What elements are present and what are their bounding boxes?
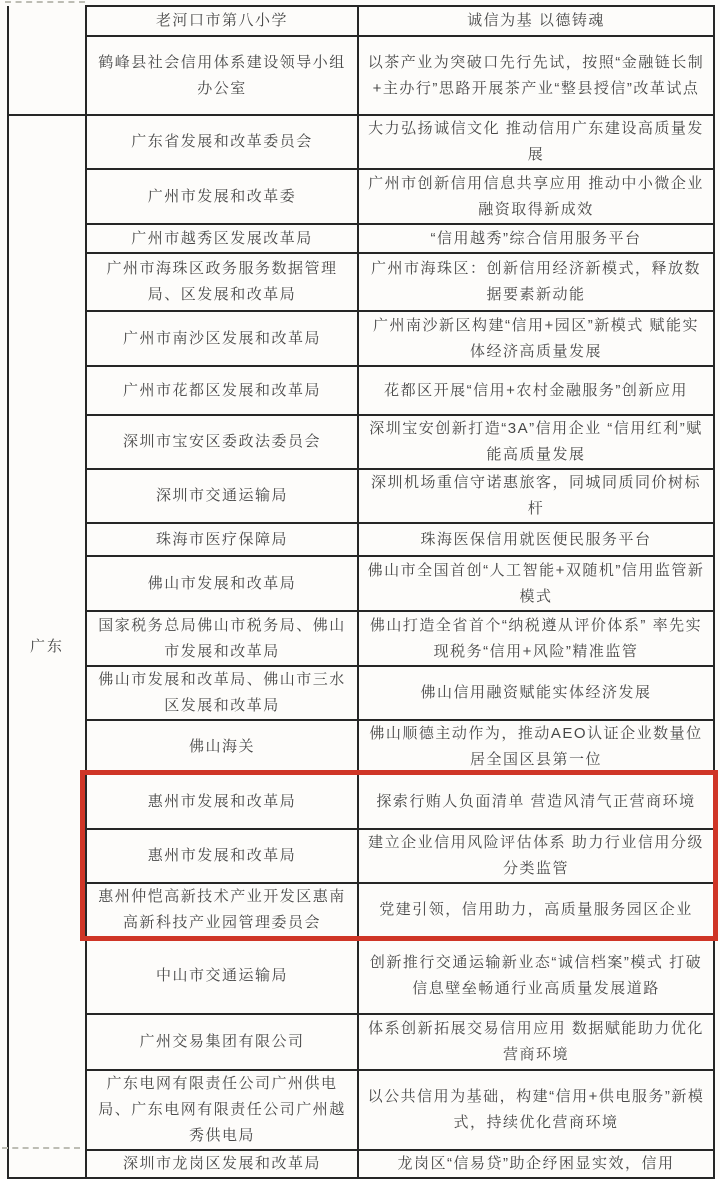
organization-cell: 广州市越秀区发展改革局	[86, 224, 358, 253]
achievement-cell: 探索行贿人负面清单 营造风清气正营商环境	[358, 774, 714, 829]
organization-cell: 广州市花都区发展和改革局	[86, 366, 358, 415]
achievement-cell: 龙岗区“信易贷”助企纾困显实效，信用	[358, 1150, 714, 1178]
table-row	[8, 366, 714, 415]
table-body	[8, 6, 714, 1178]
table-row	[8, 937, 714, 1014]
achievement-cell: 深圳机场重信守诺惠旅客，同城同质同价树标杆	[358, 469, 714, 523]
organization-cell: 惠州市发展和改革局	[86, 829, 358, 883]
organization-cell: 鹤峰县社会信用体系建设领导小组办公室	[86, 36, 358, 115]
table-row	[8, 311, 714, 366]
achievement-cell: 以茶产业为突破口先行先试，按照“金融链长制+主办行”思路开展茶产业“整县授信”改革试点	[358, 36, 714, 115]
organization-cell: 佛山海关	[86, 720, 358, 774]
scan-artifact-bottom-dashes	[2, 1147, 80, 1149]
achievement-cell: 大力弘扬诚信文化 推动信用广东建设高质量发展	[358, 115, 714, 169]
organization-cell: 老河口市第八小学	[86, 6, 358, 36]
table-row	[8, 1070, 714, 1150]
organization-cell: 深圳市宝安区委政法委员会	[86, 415, 358, 469]
achievement-cell: 诚信为基 以德铸魂	[358, 6, 714, 36]
table-row	[8, 774, 714, 829]
achievement-cell: 建立企业信用风险评估体系 助力行业信用分级分类监管	[358, 829, 714, 883]
achievement-cell: 佛山顺德主动作为，推动AEO认证企业数量位居全国区县第一位	[358, 720, 714, 774]
table-row	[8, 883, 714, 937]
achievement-cell: 佛山信用融资赋能实体经济发展	[358, 666, 714, 720]
organization-cell: 广东省发展和改革委员会	[86, 115, 358, 169]
organization-cell: 深圳市交通运输局	[86, 469, 358, 523]
table-row	[8, 611, 714, 666]
organization-cell: 佛山市发展和改革局、佛山市三水区发展和改革局	[86, 666, 358, 720]
table-row	[8, 224, 714, 253]
organization-cell: 广州交易集团有限公司	[86, 1014, 358, 1070]
table-row	[8, 115, 714, 169]
achievement-cell: “信用越秀”综合信用服务平台	[358, 224, 714, 253]
scan-artifact-top-dashes	[5, 1, 85, 3]
organization-cell: 广州市发展和改革委	[86, 169, 358, 224]
achievement-cell: 珠海医保信用就医便民服务平台	[358, 523, 714, 556]
table-row	[8, 556, 714, 611]
achievement-cell: 广州市创新信用信息共享应用 推动中小微企业融资取得新成效	[358, 169, 714, 224]
organization-cell: 中山市交通运输局	[86, 937, 358, 1014]
achievement-cell: 佛山打造全省首个“纳税遵从评价体系” 率先实现税务“信用+风险”精准监管	[358, 611, 714, 666]
organization-cell: 广州市南沙区发展和改革局	[86, 311, 358, 366]
region-cell	[8, 6, 86, 115]
table-row	[8, 469, 714, 523]
table-row	[8, 829, 714, 883]
achievement-cell: 创新推行交通运输新业态“诚信档案”模式 打破信息壁垒畅通行业高质量发展道路	[358, 937, 714, 1014]
achievement-cell: 以公共信用为基础，构建“信用+供电服务”新模式，持续优化营商环境	[358, 1070, 714, 1150]
region-cell: 广东	[8, 115, 86, 1178]
table-row	[8, 666, 714, 720]
organization-cell: 佛山市发展和改革局	[86, 556, 358, 611]
table-row	[8, 415, 714, 469]
achievement-cell: 花都区开展“信用+农村金融服务”创新应用	[358, 366, 714, 415]
achievement-cell: 广州市海珠区：创新信用经济新模式，释放数据要素新动能	[358, 253, 714, 311]
organization-cell: 广州市海珠区政务服务数据管理局、区发展和改革局	[86, 253, 358, 311]
organization-cell: 深圳市龙岗区发展和改革局	[86, 1150, 358, 1178]
organization-cell: 惠州仲恺高新技术产业开发区惠南高新科技产业园管理委员会	[86, 883, 358, 937]
table-row	[8, 1150, 714, 1178]
table-row	[8, 523, 714, 556]
table-row	[8, 1014, 714, 1070]
organization-cell: 惠州市发展和改革局	[86, 774, 358, 829]
organization-cell: 国家税务总局佛山市税务局、佛山市发展和改革局	[86, 611, 358, 666]
achievement-cell: 深圳宝安创新打造“3A”信用企业 “信用红利”赋能高质量发展	[358, 415, 714, 469]
table-row	[8, 253, 714, 311]
table-row	[8, 169, 714, 224]
organization-cell: 广东电网有限责任公司广州供电局、广东电网有限责任公司广州越秀供电局	[86, 1070, 358, 1150]
achievement-cell: 党建引领，信用助力，高质量服务园区企业	[358, 883, 714, 937]
credit-demonstration-table	[7, 5, 715, 1179]
table-row	[8, 6, 714, 36]
table-row	[8, 720, 714, 774]
achievement-cell: 佛山市全国首创“人工智能+双随机”信用监管新模式	[358, 556, 714, 611]
achievement-cell: 广州南沙新区构建“信用+园区”新模式 赋能实体经济高质量发展	[358, 311, 714, 366]
organization-cell: 珠海市医疗保障局	[86, 523, 358, 556]
achievement-cell: 体系创新拓展交易信用应用 数据赋能助力优化营商环境	[358, 1014, 714, 1070]
table-row	[8, 36, 714, 115]
